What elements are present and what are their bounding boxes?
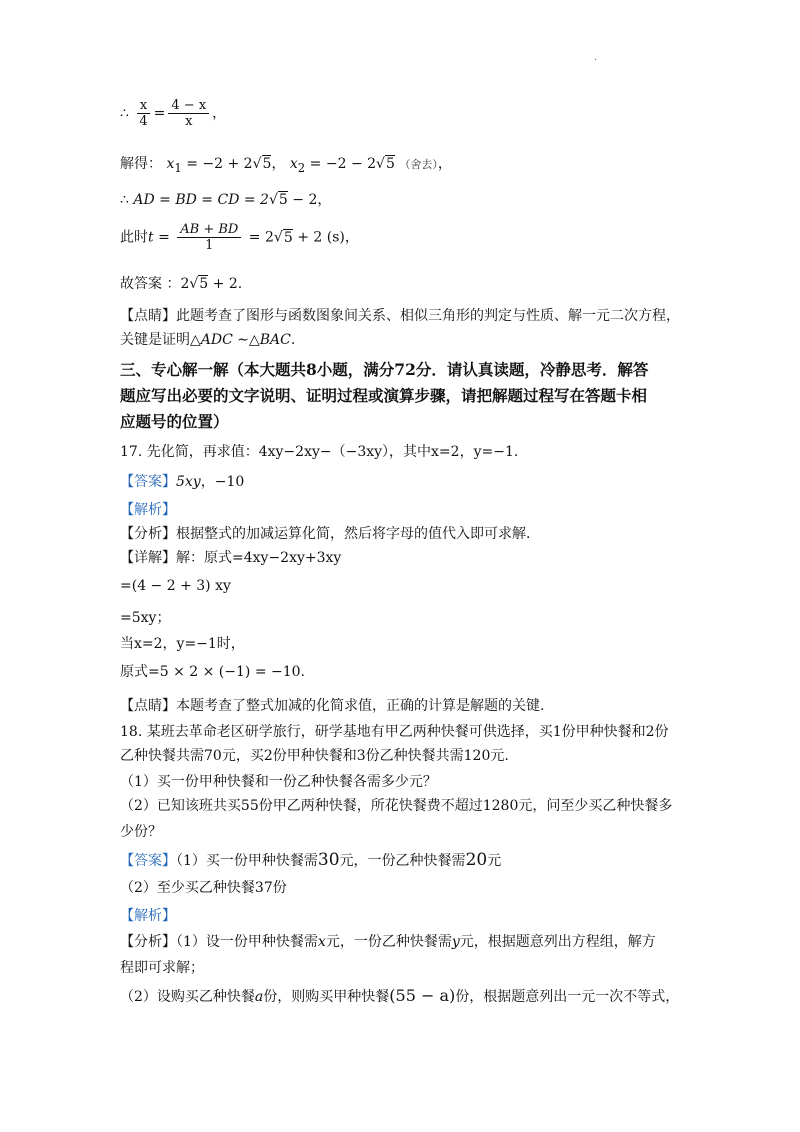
- section-heading-3: 应题号的位置）: [120, 412, 229, 431]
- section-heading: 三、专心解一解（本大题共8小题，满分72分．请认真读题，冷静思考．解答: [120, 360, 649, 379]
- fraction-time: $\frac{AB + BD}{1}$: [177, 222, 241, 253]
- question-18-line-1: 18. 某班去革命老区研学旅行，研学基地有甲乙两种快餐可供选择，买1份甲种快餐和2份: [120, 724, 669, 740]
- question-17: 17. 先化简，再求值：4xy−2xy−（−3xy），其中x=2，y=−1.: [120, 444, 519, 460]
- step-2: =5xy；: [120, 610, 171, 626]
- comment-line-16: 【点睛】此题考查了图形与函数图象间关系、相似三角形的判定与性质、解一元二次方程，: [120, 308, 680, 324]
- fraction-right: $\frac{4 - x}{x}$: [168, 98, 209, 129]
- analysis-18b: 程即可求解；: [120, 960, 204, 976]
- detail-17: 【详解】解：原式=4xy−2xy+3xy: [120, 550, 342, 566]
- answer-18: 【答案】（1）买一份甲种快餐需30元，一份乙种快餐需20元: [120, 850, 502, 870]
- question-18-part-1: （1）买一份甲种快餐和一份乙种快餐各需多少元？: [120, 774, 437, 790]
- analysis-17: 【分析】根据整式的加减运算化简，然后将字母的值代入即可求解.: [120, 526, 531, 542]
- analysis-18: 【分析】（1）设一份甲种快餐需x元，一份乙种快餐需y元，根据题意列出方程组，解方: [120, 934, 656, 950]
- time-equation-line: 此时t = $\frac{AB + BD}{1}$ = 2√5 + 2 (s)，: [120, 222, 359, 253]
- comment-line-16b: 关键是证明△ADC ∼△BAC.: [120, 332, 296, 348]
- question-18-line-2: 乙种快餐共需70元，买2份甲种快餐和3份乙种快餐共需120元.: [120, 748, 509, 764]
- step-1: =(4 − 2 + 3) xy: [120, 578, 231, 594]
- section-heading-2: 题应写出必要的文字说明、证明过程或演算步骤，请把解题过程写在答题卡相: [120, 386, 648, 405]
- corner-mark: .: [594, 52, 598, 63]
- step-4: 原式=5 × 2 × (−1) = −10.: [120, 664, 305, 680]
- analysis-label-17: 【解析】: [120, 502, 176, 518]
- solution-roots-line: 解得： $x_1 = -2 + 2√5$， $x_2 = -2 - 2√5$ （舍去），: [120, 156, 452, 175]
- equation-line-1: ∴ $\frac{x}{4}$ = $\frac{4 - x}{x}$ ，: [120, 98, 227, 129]
- comment-17: 【点睛】本题考查了整式加减的化简求值，正确的计算是解题的关键.: [120, 698, 545, 714]
- segment-equality-line: ∴ AD = BD = CD = 2√5 − 2，: [120, 192, 332, 208]
- fraction-left: $\frac{x}{4}$: [136, 98, 150, 129]
- step-3: 当x=2，y=−1时，: [120, 636, 245, 652]
- analysis-label-18: 【解析】: [120, 908, 176, 924]
- answer-line-16: 故答案 ：2√5 + 2.: [120, 276, 243, 292]
- answer-18-part-2: （2）至少买乙种快餐37份: [120, 880, 287, 896]
- therefore-symbol: ∴: [120, 105, 129, 122]
- answer-17: 【答案】5xy，−10: [120, 474, 245, 490]
- question-18-part-2b: 少份？: [120, 824, 162, 840]
- analysis-18c: （2）设购买乙种快餐a份，则购买甲种快餐(55 − a)份，根据题意列出一元一次不等式，: [120, 986, 680, 1005]
- question-18-part-2: （2）已知该班共买55份甲乙两种快餐，所花快餐费不超过1280元，问至少买乙种快餐多: [120, 798, 673, 814]
